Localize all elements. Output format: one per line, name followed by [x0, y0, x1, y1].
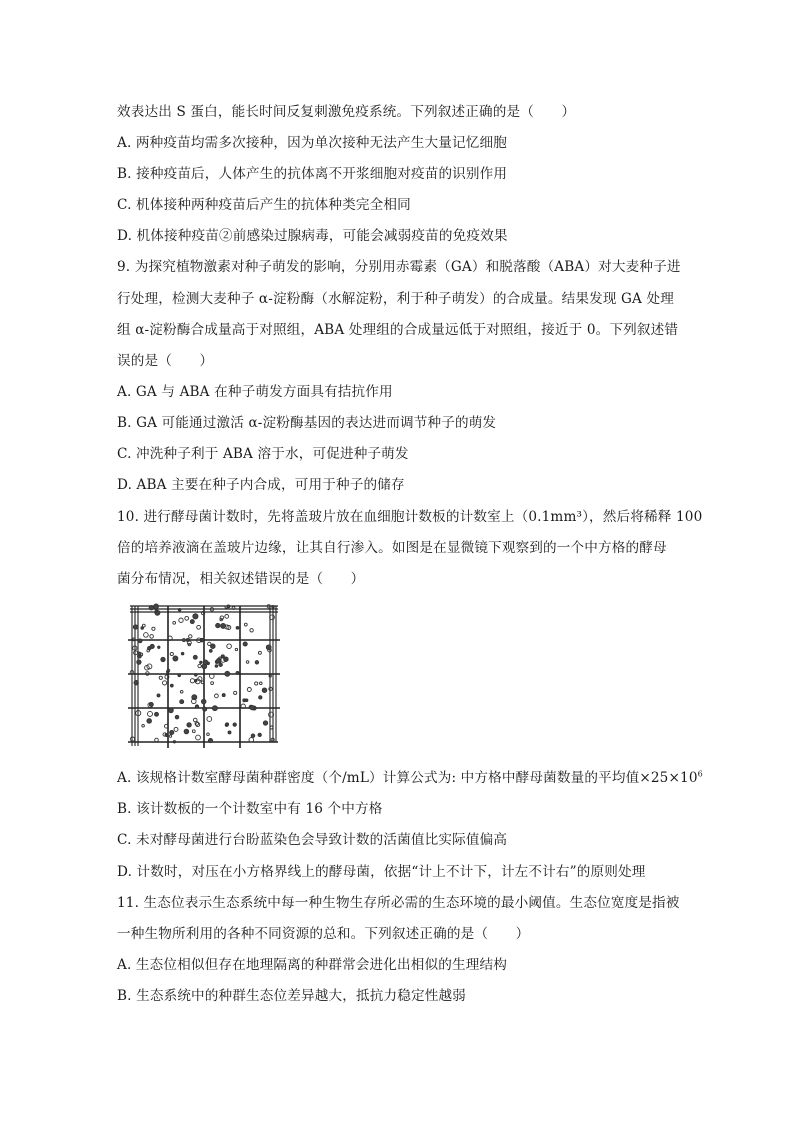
q8-option-b: B. 接种疫苗后，人体产生的抗体离不开浆细胞对疫苗的识别作用 [117, 166, 508, 182]
yeast-cell [225, 615, 229, 619]
yeast-cell [266, 645, 271, 650]
yeast-cell [272, 605, 275, 608]
q8-option-a: A. 两种疫苗均需多次接种，因为单次接种无法产生大量记忆细胞 [117, 135, 507, 151]
yeast-cell [225, 671, 230, 676]
yeast-cell [174, 727, 178, 731]
q9-stem-line-2: 行处理，检测大麦种子 α-淀粉酶（水解淀粉，利于种子萌发）的合成量。结果发现 GA 处理 [117, 291, 674, 307]
yeast-cell [169, 708, 174, 713]
yeast-cell [193, 718, 197, 722]
yeast-cell [201, 699, 206, 704]
yeast-cell [170, 652, 173, 655]
yeast-cell [201, 681, 204, 684]
yeast-cell [179, 618, 183, 622]
yeast-cell [236, 626, 239, 629]
q8-stem-continued: 效表达出 S 蛋白，能长时间反复刺激免疫系统。下列叙述正确的是（ ） [117, 104, 576, 120]
yeast-cell [197, 625, 201, 629]
yeast-cell [195, 705, 198, 708]
yeast-cell [138, 652, 141, 655]
q10-stem-line-1: 10. 进行酵母菌计数时，先将盖玻片放在血细胞计数板的计数室上（0.1mm³），然后将稀释 100 [117, 509, 703, 525]
yeast-cell [250, 705, 254, 709]
yeast-cell [149, 703, 153, 707]
yeast-cell [233, 723, 236, 726]
yeast-cell [258, 733, 261, 736]
yeast-cell [195, 674, 198, 677]
yeast-cell [133, 625, 137, 629]
q10-option-c: C. 未对酵母菌进行台盼蓝染色会导致计数的活菌值比实际值偏高 [117, 832, 508, 848]
yeast-cell [212, 706, 217, 711]
q10-option-a-text: A. 该规格计数室酵母菌种群密度（个/mL）计算公式为: 中方格中酵母菌数量的平均值×25×10 [117, 770, 698, 786]
q8-option-c: C. 机体接种两种疫苗后产生的抗体种类完全相同 [117, 197, 411, 213]
yeast-cell [152, 627, 155, 630]
yeast-cell [250, 629, 253, 632]
yeast-cell [161, 657, 165, 661]
yeast-cell [208, 739, 212, 743]
yeast-cell [148, 711, 153, 716]
yeast-cell [222, 694, 225, 697]
yeast-cell [134, 651, 138, 655]
yeast-cell [203, 660, 208, 665]
yeast-cell [155, 712, 159, 716]
yeast-cell [227, 605, 230, 608]
q9-option-d: D. ABA 主要在种子内合成，可用于种子的储存 [117, 477, 405, 493]
yeast-cell [181, 652, 184, 655]
yeast-cell [187, 723, 191, 727]
q9-stem-line-3: 组 α-淀粉酶合成量高于对照组，ABA 处理组的合成量远低于对照组，接近于 0。下列叙述错 [117, 322, 679, 338]
yeast-cell [216, 623, 220, 627]
q9-option-c: C. 冲洗种子利于 ABA 溶于水，可促进种子萌发 [117, 446, 409, 462]
q10-stem-line-3: 菌分布情况，相关叙述错误的是（ ） [117, 571, 365, 587]
yeast-cell [159, 676, 162, 679]
yeast-cell [185, 616, 189, 620]
yeast-cell [150, 644, 154, 648]
yeast-cell [235, 648, 237, 650]
yeast-cell [221, 623, 226, 628]
hemocytometer-figure [126, 600, 286, 755]
yeast-cell [192, 730, 195, 733]
yeast-cell [211, 682, 214, 685]
exponent: 6 [697, 769, 703, 779]
yeast-cell [200, 661, 202, 663]
yeast-cell [144, 633, 149, 638]
yeast-cell [234, 691, 237, 694]
yeast-cell [178, 674, 181, 677]
q9-stem-line-4: 误的是（ ） [117, 353, 214, 369]
q9-option-a: A. GA 与 ABA 在种子萌发方面具有拮抗作用 [117, 384, 393, 400]
q11-option-b: B. 生态系统中的种群生态位差异越大，抵抗力稳定性越弱 [117, 988, 466, 1004]
q10-option-b: B. 该计数板的一个计数室中有 16 个中方格 [117, 801, 383, 817]
yeast-cell [195, 680, 197, 682]
yeast-cell [163, 681, 167, 685]
yeast-cell [215, 665, 218, 668]
yeast-cell [211, 644, 216, 649]
yeast-cell [170, 730, 174, 734]
yeast-cell [149, 606, 153, 610]
yeast-cell [244, 623, 247, 626]
yeast-cell [232, 607, 235, 610]
yeast-cell [243, 642, 247, 646]
yeast-cell [173, 621, 176, 624]
q8-option-d: D. 机体接种疫苗②前感染过腺病毒，可能会减弱疫苗的免疫效果 [117, 228, 508, 244]
q10-option-a [117, 768, 703, 788]
hemocytometer-grid-image [126, 600, 286, 755]
yeast-cell [158, 646, 160, 648]
yeast-cell [207, 717, 212, 722]
yeast-cell [180, 690, 183, 693]
yeast-cell [203, 707, 207, 711]
yeast-cell [170, 684, 173, 687]
q10-option-d: D. 计数时，对压在小方格界线上的酵母菌，依据“计上不计下，计左不计右”的原则处理 [117, 864, 646, 880]
yeast-cell [258, 651, 261, 654]
q11-option-a: A. 生态位相似但存在地理隔离的种群常会进化出相似的生理结构 [117, 957, 507, 973]
yeast-cell [175, 715, 179, 719]
yeast-cell [259, 696, 262, 699]
q9-stem-line-1: 9. 为探究植物激素对种子萌发的影响，分别用赤霉素（GA）和脱落酸（ABA）对大麦种子进 [117, 259, 681, 275]
yeast-cell [155, 738, 159, 742]
yeast-cell [190, 620, 194, 624]
yeast-cell [246, 661, 249, 664]
yeast-cell [251, 734, 255, 738]
yeast-cell [184, 729, 189, 734]
yeast-cell [245, 699, 248, 702]
yeast-cell [178, 608, 181, 611]
yeast-cell [142, 725, 145, 728]
yeast-cell [207, 733, 210, 736]
yeast-cell [147, 719, 152, 724]
yeast-cell [260, 682, 263, 685]
yeast-cell [138, 639, 142, 643]
yeast-cell [169, 735, 171, 737]
yeast-cell [209, 650, 212, 653]
yeast-cell [157, 694, 160, 697]
yeast-cell [193, 614, 198, 619]
yeast-cell [262, 688, 267, 693]
yeast-cell [141, 627, 144, 630]
yeast-cell [247, 688, 251, 692]
yeast-cell [263, 721, 267, 725]
yeast-cell [193, 655, 197, 659]
yeast-cell [196, 735, 201, 740]
yeast-cell [173, 656, 178, 661]
q11-stem-line-1: 11. 生态位表示生态系统中每一种生物生存所必需的生态环境的最小阈值。生态位宽度是指被 [117, 895, 680, 911]
yeast-cell [198, 664, 201, 667]
yeast-cell [219, 663, 223, 667]
yeast-cell [190, 679, 194, 683]
yeast-cell [215, 694, 219, 698]
yeast-cell [154, 604, 159, 609]
yeast-cell [137, 660, 141, 664]
yeast-cell [236, 671, 239, 674]
yeast-cell [150, 635, 154, 639]
q10-stem-line-2: 倍的培养液滴在盖玻片边缘，让其自行渗入。如图是在显微镜下观察到的一个中方格的酵母 [117, 540, 667, 556]
yeast-cell [227, 644, 232, 649]
q9-option-b: B. GA 可能通过激活 α-淀粉酶基因的表达进而调节种子的萌发 [117, 415, 497, 431]
yeast-cell [189, 635, 192, 638]
yeast-cell [255, 682, 258, 685]
yeast-cell [134, 681, 138, 685]
yeast-cell [255, 661, 258, 664]
yeast-cell [180, 700, 184, 704]
yeast-cell [228, 731, 231, 734]
q11-stem-line-2: 一种生物所利用的各种不同资源的总和。下列叙述正确的是（ ） [117, 926, 530, 942]
